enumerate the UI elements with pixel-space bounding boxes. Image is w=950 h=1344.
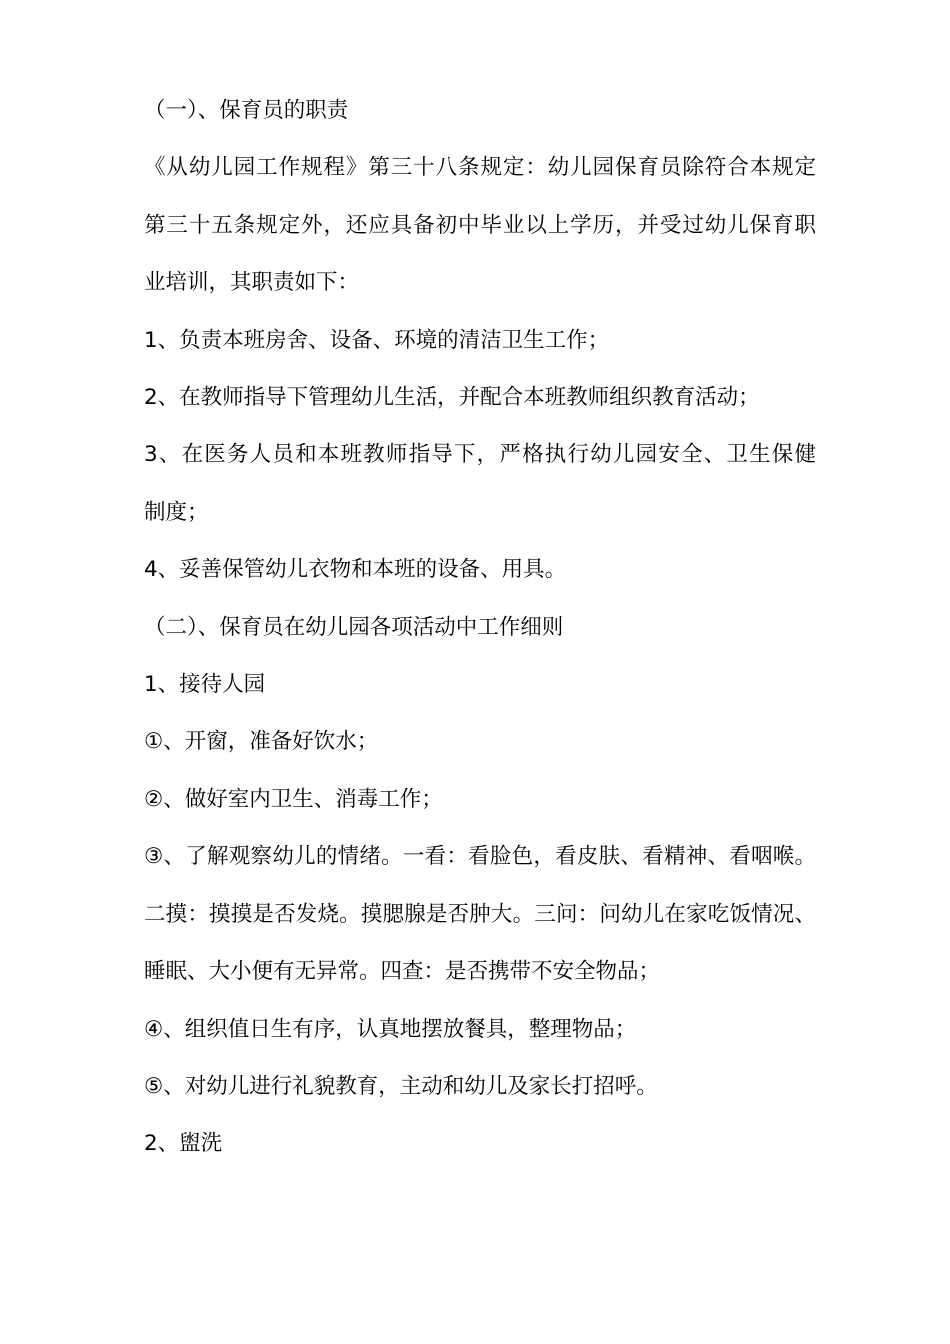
list-item-reception-1: ①、开窗，准备好饮水； [144,729,379,755]
list-item-duty-2: 2、在教师指导下管理幼儿生活，并配合本班教师组织教育活动； [144,385,760,411]
document-body [144,82,816,1173]
paragraph-line: 第三十五条规定外，还应具备初中毕业以上学历，并受过幼儿保育职 [144,212,816,238]
list-item-duty-3-cont: 制度； [144,499,209,525]
list-item-reception-5: ⑤、对幼儿进行礼貌教育，主动和幼儿及家长打招呼。 [144,1073,658,1099]
subheading-washing: 2、盥洗 [144,1131,223,1157]
list-item-reception-4: ④、组织值日生有序，认真地摆放餐具，整理物品； [144,1016,637,1042]
list-item-reception-3-cont: 二摸：摸摸是否发烧。摸腮腺是否肿大。三问：问幼儿在家吃饭情况、 [144,901,816,927]
list-item-duty-1: 1、负责本班房舍、设备、环境的清洁卫生工作； [144,327,610,353]
list-item-reception-3: ③、了解观察幼儿的情绪。一看：看脸色，看皮肤、看精神、看咽喉。 [144,844,816,870]
section-heading-rules: （二）、保育员在幼儿园各项活动中工作细则 [144,614,564,640]
paragraph-line: 业培训，其职责如下： [144,270,360,296]
paragraph-line: 《从幼儿园工作规程》第三十八条规定：幼儿园保育员除符合本规定 [144,155,816,181]
subheading-reception: 1、接待人园 [144,672,266,698]
list-item-reception-3-cont: 睡眠、大小便有无异常。四查：是否携带不安全物品； [144,959,661,985]
list-item-duty-3: 3、在医务人员和本班教师指导下，严格执行幼儿园安全、卫生保健 [144,442,816,468]
list-item-reception-2: ②、做好室内卫生、消毒工作； [144,786,443,812]
section-heading-duties: （一）、保育员的职责 [144,98,349,123]
list-item-duty-4: 4、妥善保管幼儿衣物和本班的设备、用具。 [144,557,567,583]
